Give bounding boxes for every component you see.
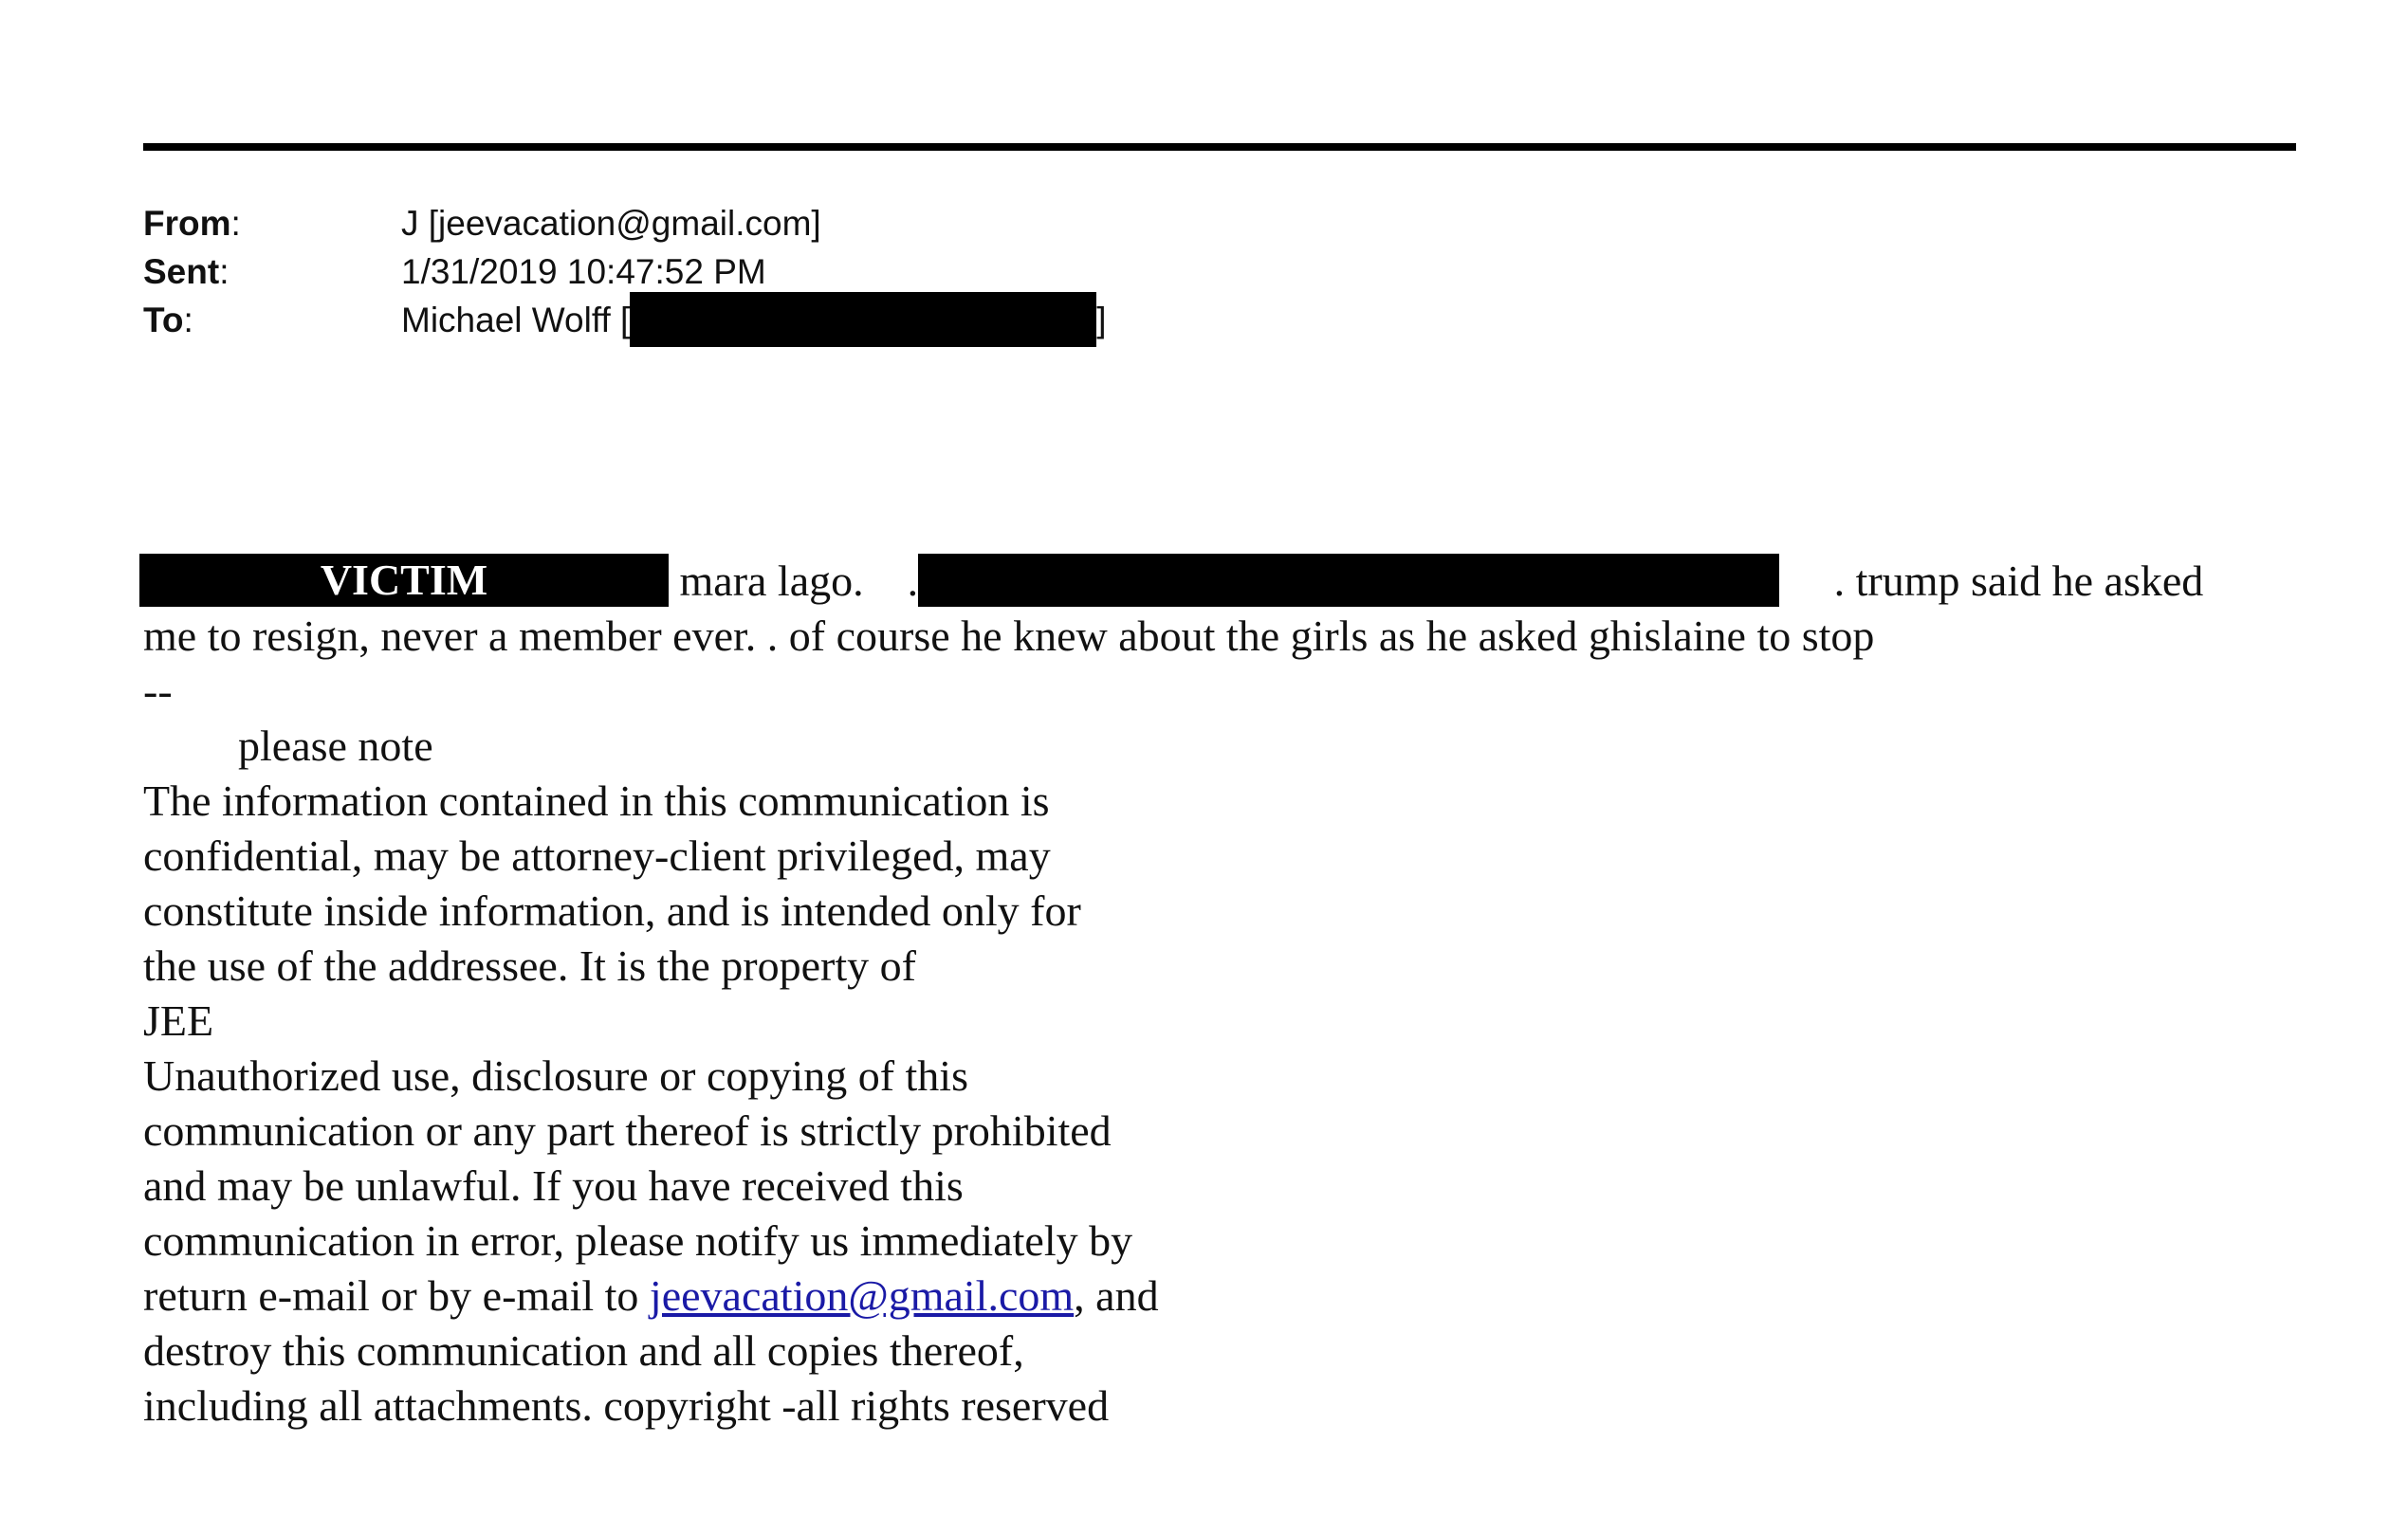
disclaimer-line-5: JEE — [143, 996, 214, 1045]
header-rule — [143, 143, 2296, 151]
signature-separator: -- — [143, 667, 173, 715]
from-label: From: — [143, 204, 241, 243]
disclaimer-line-10-b: , and — [1074, 1271, 1159, 1320]
disclaimer-line-1: The information contained in this communication is — [143, 776, 1050, 825]
to-label: To: — [143, 301, 193, 339]
body-redaction-long — [918, 554, 1779, 607]
body-line-1-dot: . — [907, 557, 919, 605]
disclaimer-line-9: communication in error, please notify us immediately by — [143, 1216, 1133, 1265]
disclaimer-line-8: and may be unlawful. If you have received this — [143, 1161, 964, 1210]
disclaimer-line-3: constitute inside information, and is intended only for — [143, 886, 1081, 935]
disclaimer-line-2: confidential, may be attorney-client privileged, may — [143, 831, 1051, 880]
to-suffix: ] — [1096, 301, 1107, 339]
to-redaction — [630, 292, 1096, 347]
sent-label: Sent: — [143, 252, 230, 291]
to-value — [401, 296, 1107, 347]
sent-value: 1/31/2019 10:47:52 PM — [401, 252, 766, 291]
disclaimer-line-10-a: return e-mail or by e-mail to — [143, 1271, 650, 1320]
email-body — [143, 554, 2203, 1434]
disclaimer-line-12: including all attachments. copyright -all rights reserved — [143, 1381, 1110, 1430]
disclaimer-line-6: Unauthorized use, disclosure or copying of this — [143, 1051, 968, 1100]
to-prefix: Michael Wolff [ — [401, 301, 631, 339]
disclaimer-line-11: destroy this communication and all copies thereof, — [143, 1326, 1024, 1375]
disclaimer-line-10 — [143, 1269, 2203, 1324]
body-line-1-a: mara lago. — [679, 557, 864, 605]
victim-redaction: VICTIM — [139, 554, 669, 607]
disclaimer-line-7: communication or any part thereof is strictly prohibited — [143, 1106, 1112, 1155]
from-value: J [jeevacation@gmail.com] — [401, 204, 821, 243]
disclaimer-line-4: the use of the addressee. It is the property of — [143, 941, 916, 990]
body-line-1 — [143, 554, 2203, 609]
email-link[interactable]: jeevacation@gmail.com — [649, 1271, 1075, 1320]
body-line-1-b: . trump said he asked — [1833, 557, 2204, 605]
note-title: please note — [238, 721, 433, 770]
body-line-2: me to resign, never a member ever. . of course he knew about the girls as he asked ghislaine to stop — [143, 612, 1875, 660]
